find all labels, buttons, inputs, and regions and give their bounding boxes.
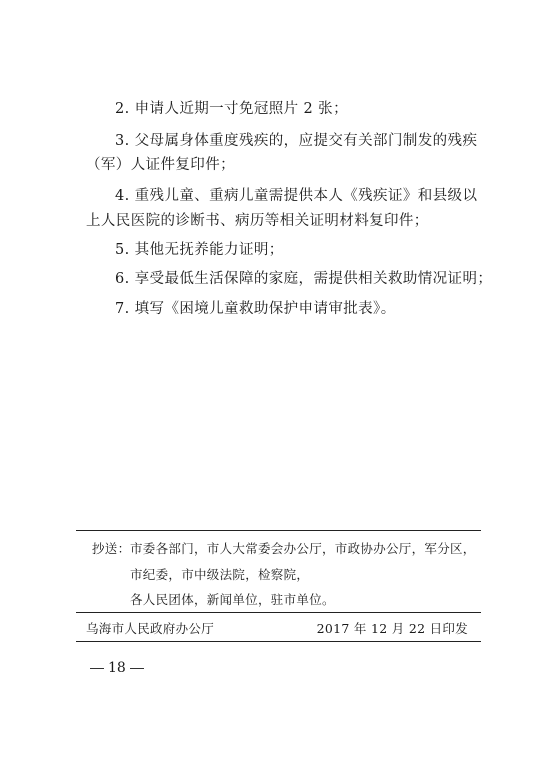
footer-bottom-rule — [76, 641, 481, 642]
list-item: 6. 享受最低生活保障的家庭，需提供相关救助情况证明； — [115, 271, 493, 287]
cc-bottom-rule — [76, 612, 481, 613]
page-number — [86, 660, 148, 676]
issue-date: 2017 年 12 月 22 日印发 — [316, 621, 468, 636]
issuer-name: 乌海市人民政府办公厅 — [86, 621, 215, 636]
list-item-continuation: （军）人证件复印件； — [86, 157, 235, 173]
page-number-dash-right — [130, 668, 144, 669]
cc-recipients-line-2: 市纪委，市中级法院，检察院， — [130, 567, 310, 582]
cc-recipients-line-3: 各人民团体，新闻单位，驻市单位。 — [130, 592, 335, 607]
list-item: 3. 父母属身体重度残疾的，应提交有关部门制发的残疾 — [115, 133, 478, 149]
cc-label: 抄送： — [92, 541, 131, 556]
list-item-continuation: 上人民医院的诊断书、病历等相关证明材料复印件； — [86, 213, 429, 229]
list-item: 5. 其他无抚养能力证明； — [115, 242, 284, 258]
cc-top-rule — [76, 530, 481, 531]
list-item: 4. 重残儿童、重病儿童需提供本人《残疾证》和县级以 — [115, 188, 478, 204]
page-number-value: 18 — [108, 660, 126, 676]
cc-recipients-line-1: 市委各部门，市人大常委会办公厅，市政协办公厅，军分区， — [130, 541, 476, 556]
list-item: 2. 申请人近期一寸免冠照片 2 张； — [115, 101, 348, 117]
list-item: 7. 填写《困境儿童救助保护申请审批表》。 — [115, 301, 396, 317]
page-number-dash-left — [90, 668, 104, 669]
